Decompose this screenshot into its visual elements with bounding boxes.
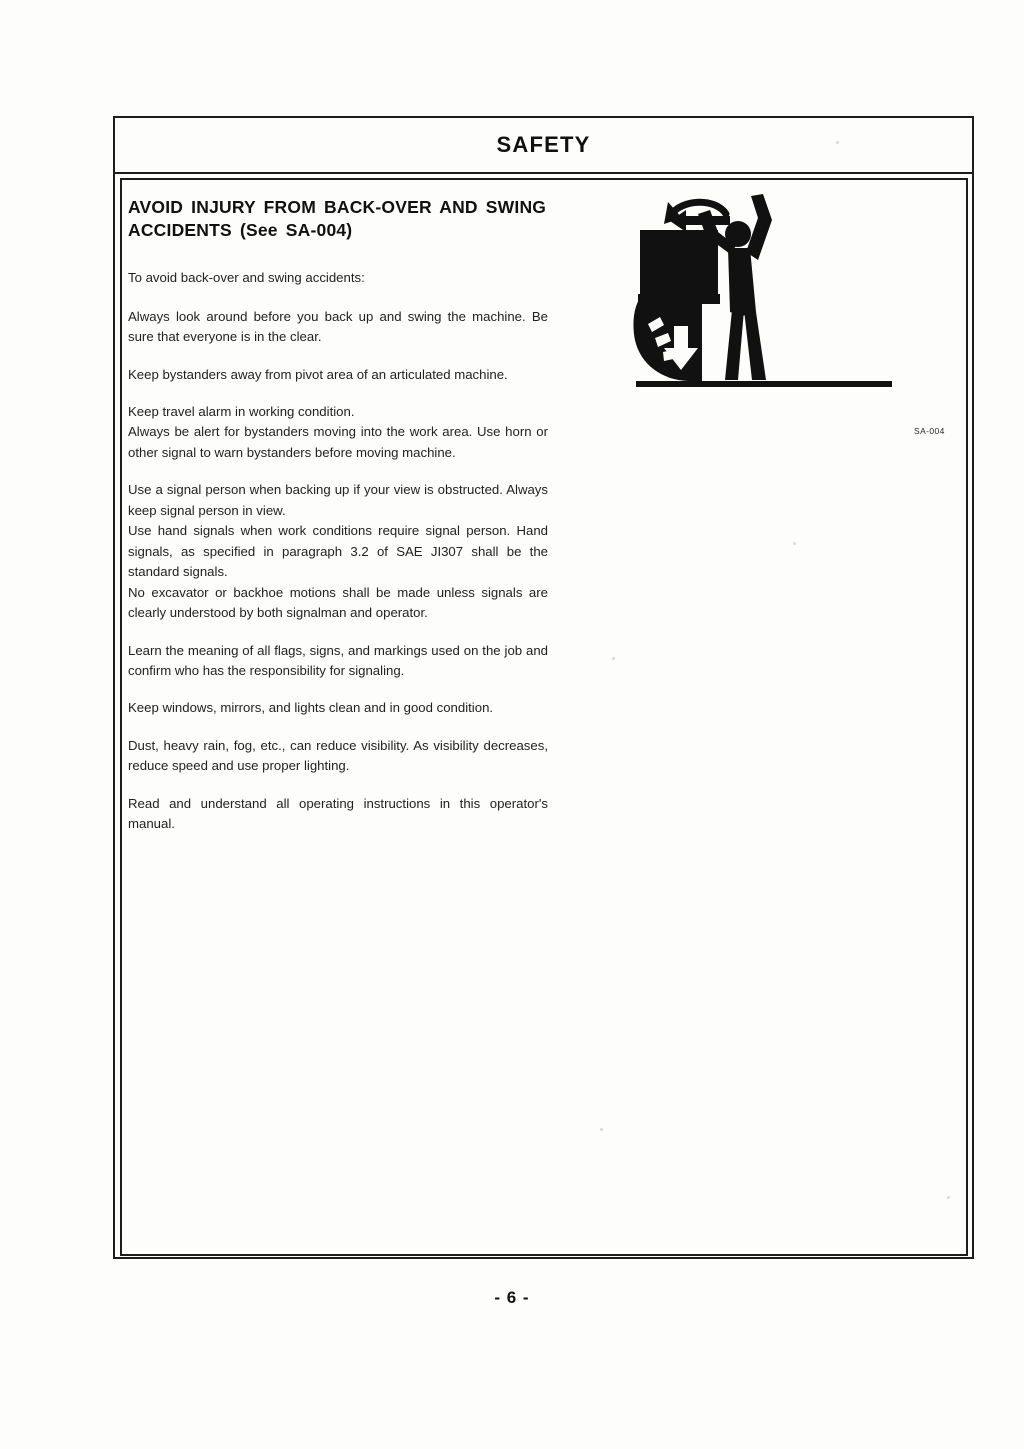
section-heading: AVOID INJURY FROM BACK-OVER AND SWING ACCIDENTS (See SA-004): [128, 197, 547, 241]
page-header: [115, 118, 972, 174]
page-title: SAFETY: [496, 132, 591, 157]
paragraph-bystanders-pivot: Keep bystanders away from pivot area of an articulated machine.: [128, 366, 508, 382]
paragraph-visibility: Dust, heavy rain, fog, etc., can reduce visibility. As visibility decreases, reduce speed and use proper lighting.: [128, 737, 548, 774]
back-over-swing-hazard-icon: [630, 188, 915, 438]
scan-speck: [612, 657, 615, 660]
paragraph-travel-alarm: Keep travel alarm in working condition.: [128, 404, 355, 419]
paragraph-no-motions: No excavator or backhoe motions shall be made unless signals are clearly understood by both signalman and operator.: [128, 584, 548, 621]
paragraph-hand-signals: Use hand signals when work conditions require signal person. Hand signals, as specified in paragraph 3.2 of SAE JI307 shall be the standard signals.: [128, 523, 548, 580]
scan-speck: [600, 1128, 603, 1131]
paragraph-signal-person: Use a signal person when backing up if your view is obstructed. Always keep signal person in view.: [128, 482, 548, 518]
page-number: - 6 -: [494, 1288, 530, 1307]
scan-speck: [947, 1196, 950, 1199]
paragraph-look-around: Always look around before you back up and swing the machine. Be sure that everyone is in the clear.: [128, 308, 548, 345]
safety-text-column: [128, 196, 548, 852]
illustration-code-label: SA-004: [914, 426, 945, 436]
scan-speck: [836, 141, 839, 144]
paragraph-alert-bystanders: Always be alert for bystanders moving into the work area. Use horn or other signal to warn bystanders before moving machine.: [128, 424, 548, 460]
paragraph-flags-signs: Learn the meaning of all flags, signs, and markings used on the job and confirm who has the responsibility for signaling.: [128, 642, 548, 678]
paragraph-read-manual: Read and understand all operating instructions in this operator's manual.: [128, 795, 548, 832]
scan-speck: [793, 542, 796, 545]
paragraph-intro: To avoid back-over and swing accidents:: [128, 270, 365, 286]
paragraph-windows-mirrors: Keep windows, mirrors, and lights clean and in good condition.: [128, 700, 494, 716]
